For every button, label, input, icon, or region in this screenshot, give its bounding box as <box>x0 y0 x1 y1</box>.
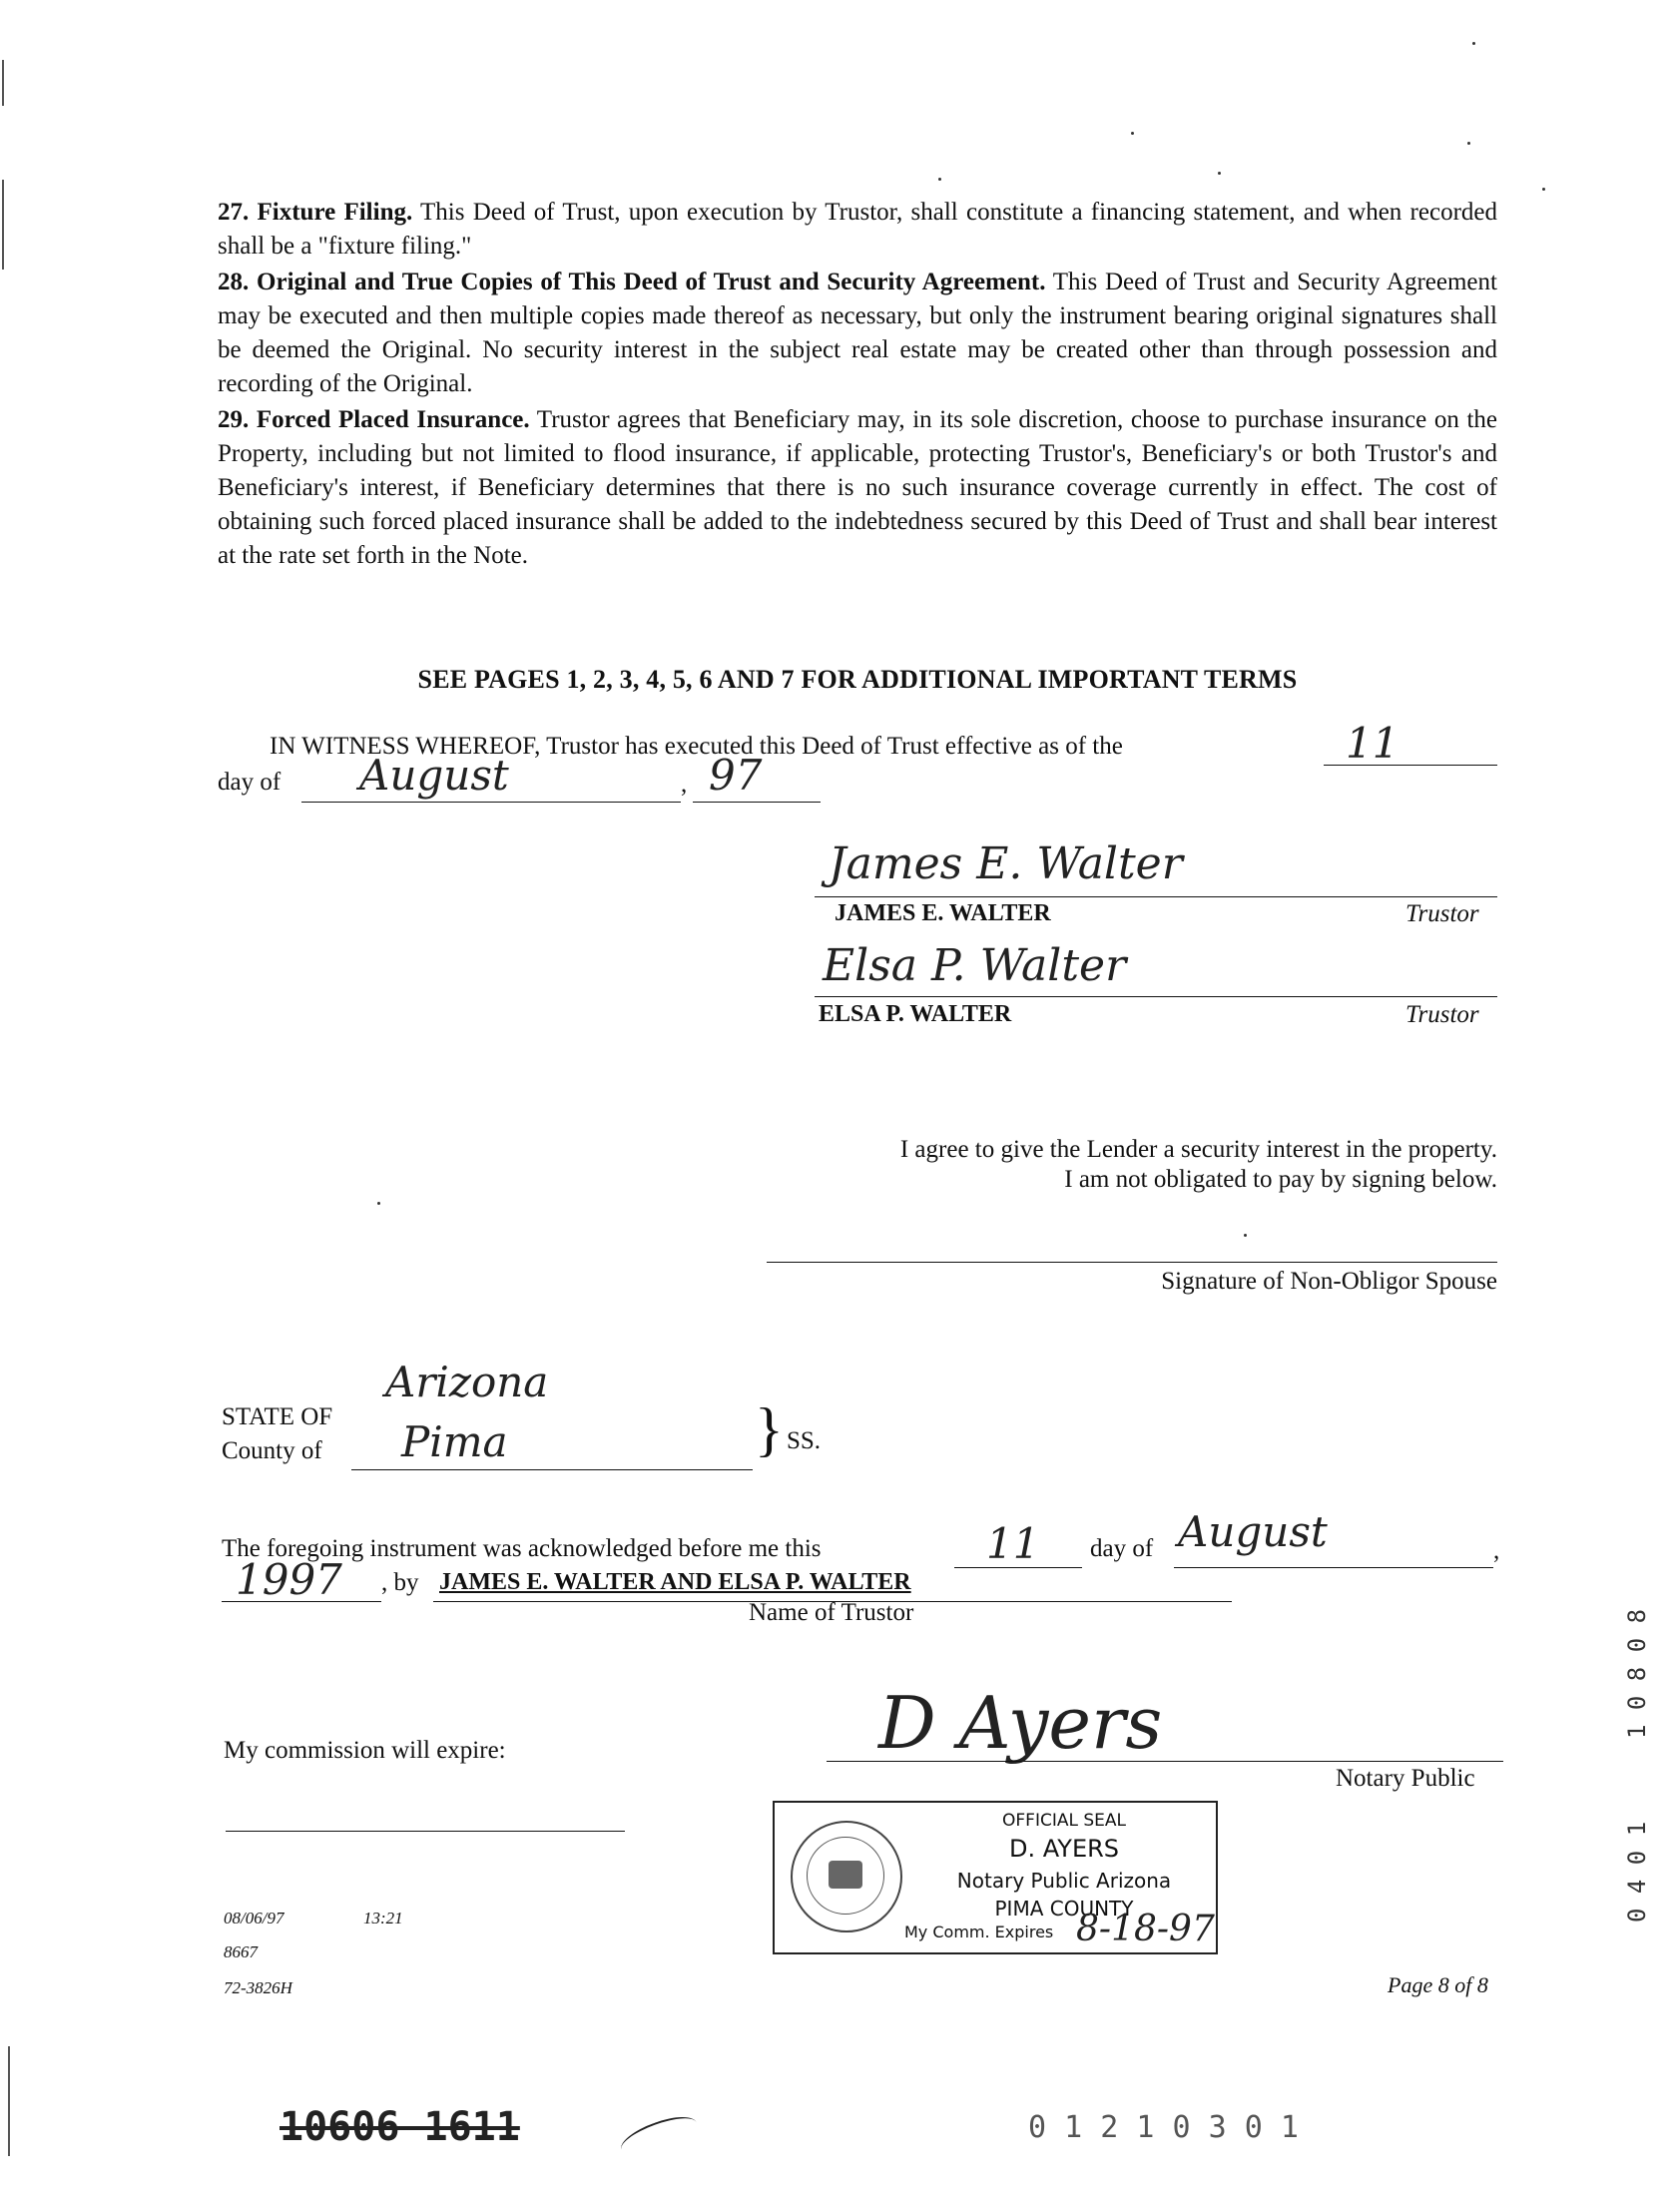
ack-month-handwritten: August <box>1178 1507 1328 1556</box>
trustor-1-name: JAMES E. WALTER <box>835 900 1051 926</box>
section-28-title: 28. Original and True Copies of This Deed of Trust and Security Agreement. <box>218 269 1046 295</box>
ack-name-caption: Name of Trustor <box>749 1599 914 1626</box>
ack-by-label: , by <box>381 1569 419 1596</box>
day-of-label: day of <box>218 769 281 796</box>
non-obligor-line-2: I am not obligated to pay by signing below. <box>1064 1166 1497 1193</box>
witness-month-line <box>301 802 681 803</box>
trustor-1-role: Trustor <box>1405 900 1479 927</box>
additional-terms-heading: SEE PAGES 1, 2, 3, 4, 5, 6 AND 7 FOR ADDITIONAL IMPORTANT TERMS <box>417 665 1298 694</box>
page-number: Page 8 of 8 <box>1388 1972 1488 1997</box>
seal-county: PIMA COUNTY <box>994 1897 1134 1921</box>
trustor-1-signature-line <box>815 896 1497 897</box>
section-27-title: 27. Fixture Filing. <box>218 199 413 226</box>
scan-edge-mark <box>2 180 4 270</box>
acknowledgment-line: The foregoing instrument was acknowledged before me this <box>222 1535 822 1562</box>
seal-comm-expires-label: My Comm. Expires <box>904 1923 1054 1941</box>
ack-year-handwritten: 1997 <box>236 1555 342 1604</box>
scan-speck <box>938 178 941 181</box>
ack-trustor-names: JAMES E. WALTER AND ELSA P. WALTER <box>439 1569 911 1595</box>
scan-speck <box>1472 42 1475 45</box>
recording-stamp-left: 10606 1611 <box>280 2104 520 2150</box>
commission-expire-line <box>226 1831 625 1832</box>
footer-time: 13:21 <box>363 1909 403 1927</box>
scan-speck <box>1244 1234 1247 1237</box>
witness-line: IN WITNESS WHEREOF, Trustor has executed this Deed of Trust effective as of the <box>270 733 1123 760</box>
non-obligor-signature-line <box>767 1262 1497 1263</box>
trustor-2-role: Trustor <box>1405 1001 1479 1028</box>
section-28-text: This Deed of Trust and Security Agreement may be executed and then multiple copies made thereof as necessary, but only the instrument bearing original signatures shall be deemed the Original. No security interest in the subject real estate may be created other than through possession and recording of the Original. <box>218 269 1497 397</box>
witness-day-handwritten: 11 <box>1346 719 1400 768</box>
county-handwritten: Pima <box>401 1417 508 1466</box>
county-label: County of <box>222 1437 322 1464</box>
ack-month-comma: , <box>1493 1537 1500 1564</box>
footer-date: 08/06/97 <box>224 1909 284 1927</box>
section-29 <box>218 403 1497 573</box>
footer-form-number: 72-3826H <box>224 1978 292 1997</box>
seal-notary-name: D. AYERS <box>1008 1835 1120 1863</box>
section-28 <box>218 266 1497 401</box>
seal-expires-handwritten: 8-18-97 <box>1076 1909 1215 1949</box>
section-29-text: Trustor agrees that Beneficiary may, in its sole discretion, choose to purchase insurance on the Property, including but not limited to flood insurance, if applicable, protecting Trustor's, Beneficiary's or both Trustor's and Beneficiary's interest, if Beneficiary determines that there is no such insurance coverage currently in effect. The cost of obtaining such forced placed insurance shall be added to the indebtedness secured by this Deed of Trust and shall bear interest at the rate set forth in the Note. <box>218 406 1497 569</box>
trustor-2-name: ELSA P. WALTER <box>819 1001 1012 1027</box>
scan-edge-mark <box>2 60 4 106</box>
side-recording-number-bottom: 0 4 0 1 <box>1623 1821 1651 1923</box>
seal-notary-public-arizona: Notary Public Arizona <box>956 1869 1172 1893</box>
county-line <box>351 1469 753 1470</box>
section-27 <box>218 196 1497 264</box>
seal-official-seal: OFFICIAL SEAL <box>1002 1811 1126 1831</box>
witness-comma: , <box>681 771 688 798</box>
commission-label: My commission will expire: <box>224 1737 506 1764</box>
notary-public-label: Notary Public <box>1336 1765 1475 1792</box>
trustor-1-signature: James E. Walter <box>829 838 1183 889</box>
scan-speck <box>1218 172 1221 175</box>
state-label: STATE OF <box>222 1403 333 1430</box>
scan-speck <box>377 1202 380 1205</box>
trustor-2-signature-line <box>815 996 1497 997</box>
witness-year-line <box>693 802 821 803</box>
ack-day-handwritten: 11 <box>986 1519 1040 1568</box>
venue-ss: SS. <box>787 1427 822 1454</box>
state-seal-emblem <box>791 1821 902 1932</box>
notary-signature: D Ayers <box>878 1681 1163 1765</box>
footer-code: 8667 <box>224 1942 258 1961</box>
side-recording-number-top: 1 0 8 0 8 <box>1623 1608 1651 1739</box>
scan-speck <box>1467 142 1470 145</box>
section-29-title: 29. Forced Placed Insurance. <box>218 406 530 433</box>
section-27-text: This Deed of Trust, upon execution by Trustor, shall constitute a financing statement, and when recorded shall be a "fixture filing." <box>218 199 1497 260</box>
scan-edge-mark <box>8 2046 10 2156</box>
state-seal-center <box>829 1861 862 1889</box>
scan-speck <box>1131 132 1134 135</box>
notary-signature-line <box>827 1761 1503 1762</box>
non-obligor-line-1: I agree to give the Lender a security interest in the property. <box>899 1136 1497 1163</box>
ack-month-line <box>1174 1567 1493 1568</box>
venue-brace: } <box>755 1396 784 1462</box>
trustor-2-signature: Elsa P. Walter <box>823 940 1127 991</box>
non-obligor-signature-label: Signature of Non-Obligor Spouse <box>1161 1268 1497 1295</box>
official-seal-stamp <box>773 1801 1218 1954</box>
state-handwritten: Arizona <box>385 1358 549 1406</box>
ack-day-of-label: day of <box>1090 1535 1154 1562</box>
recording-stamp-right: 0 1 2 1 0 3 0 1 <box>1028 2110 1299 2145</box>
stamp-flourish <box>617 2109 702 2163</box>
witness-year-handwritten: 97 <box>709 751 763 800</box>
scan-speck <box>1542 188 1545 191</box>
witness-month-handwritten: August <box>359 751 509 800</box>
